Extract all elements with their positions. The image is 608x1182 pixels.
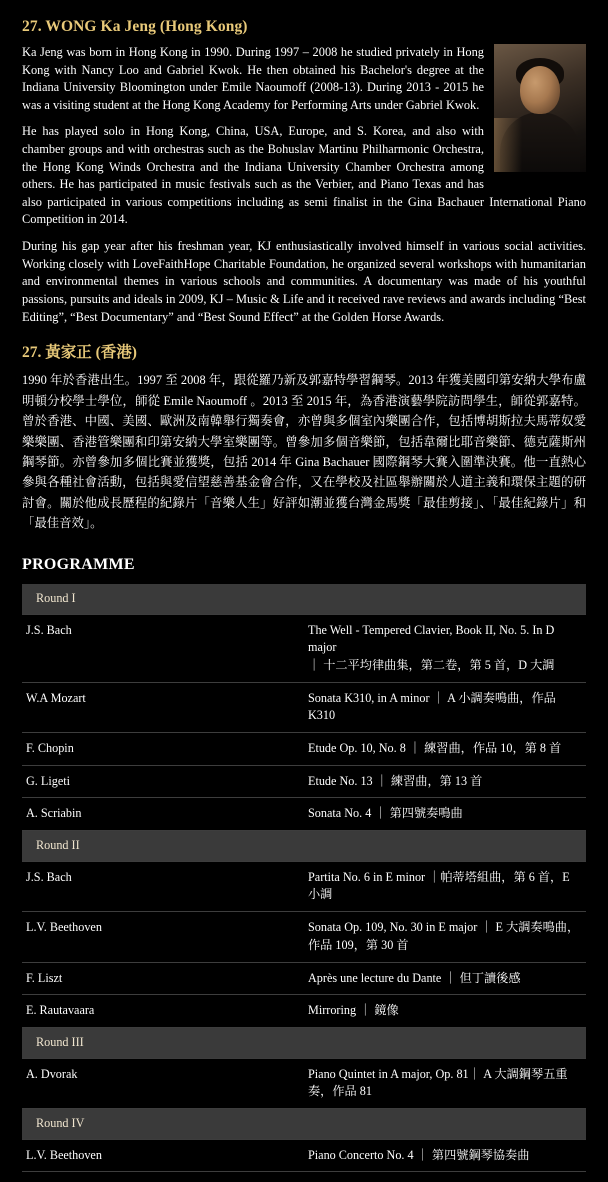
round-label: Round III	[22, 1027, 586, 1058]
table-row	[22, 682, 586, 732]
work-cell	[304, 614, 586, 682]
round-header-row	[22, 1027, 586, 1058]
composer-cell: F. Liszt	[22, 962, 304, 995]
portrait-rim-light	[494, 118, 522, 172]
work-cell: Sonata Op. 109, No. 30 in E major ｜ E 大調奏鳴曲，作品 109，第 30 首	[304, 912, 586, 962]
table-row	[22, 962, 586, 995]
work-cell: Piano Quintet in A major, Op. 81｜ A 大調鋼琴五重奏，作品 81	[304, 1058, 586, 1108]
table-row	[22, 733, 586, 766]
round-label: Round II	[22, 831, 586, 862]
work-cell: Piano Concerto No. 4 ｜ 第四號鋼琴協奏曲	[304, 1139, 586, 1172]
work-title-line1: The Well - Tempered Clavier, Book II, No. 5. In D major	[308, 622, 555, 655]
work-title-line2: ｜ 十二平均律曲集，第二卷，第 5 首，D 大調	[308, 657, 555, 672]
work-cell: Après une lecture du Dante ｜ 但丁讀後感	[304, 962, 586, 995]
round-label: Round I	[22, 584, 586, 614]
table-row	[22, 614, 586, 682]
page-title-chinese: 27. 黃家正 (香港)	[22, 344, 137, 362]
round-header-row	[22, 1108, 586, 1139]
work-cell: Partita No. 6 in E minor ｜帕蒂塔組曲，第 6 首，E 小調	[304, 861, 586, 911]
composer-cell: F. Chopin	[22, 733, 304, 766]
round-header-row	[22, 584, 586, 614]
table-row	[22, 861, 586, 911]
bio-paragraph-2: He has played solo in Hong Kong, China, USA, Europe, and S. Korea, and also with chamber groups and with orchestras such as the Bohuslav Martinu Philharmonic Orchestra, the Hong Kong Winds Orchestra and the Indiana University Chamber Orchestra among others. He has participated in music festivals such as the Verbier, and Piano Texas and has also participated in various competitions including as semi finalist in the Gina Bachauer International Piano Competition in 2014.	[22, 124, 586, 227]
work-cell: Mirroring ｜ 鏡像	[304, 995, 586, 1028]
programme-table	[22, 584, 586, 1172]
composer-cell: L.V. Beethoven	[22, 912, 304, 962]
composer-cell: J.S. Bach	[22, 861, 304, 911]
bio-paragraph-3: During his gap year after his freshman year, KJ enthusiastically involved himself in various social activities. Working closely with LoveFaithHope Charitable Foundation, he organized several workshops with humanitarian and environmental themes in various schools and communities. A documentary was made of his youthful passions, pursuits and ideals in 2009, KJ – Music & Life and it received rave reviews and awards including “Best Editing”, “Best Documentary” and “Best Sound Effect” at the Golden Horse Awards.	[22, 239, 586, 324]
bio-paragraph-chinese: 1990 年於香港出生。1997 至 2008 年，跟從羅乃新及郭嘉特學習鋼琴。2013 年獲美國印第安納大學布盧明頓分校學士學位，師從 Emile Naoumoff 。2013 至 2015 年，為香港演藝學院訪問學生，師從郭嘉特。曾於香港、中國、美國、歐洲及南韓舉行獨奏會，亦曾與多個室內樂團合作，包括博胡斯拉夫馬蒂奴愛樂樂團、香港管樂團和印第安納大學室樂團等。曾參加多個音樂節，包括韋爾比耶音樂節、德克薩斯州鋼琴節。亦曾參加多個比賽並獲獎，包括 2014 年 Gina Bachauer 國際鋼琴大賽入圍準決賽。他一直熱心參與各種社會活動，包括與愛信望慈善基金會合作，又在學校及社區舉辦關於人道主義和環保主題的研討會。關於他成長歷程的紀錄片「音樂人生」好評如潮並獲台灣金馬獎「最佳剪接」、「最佳紀錄片」和「最佳音效」。	[22, 373, 586, 531]
composer-cell: A. Scriabin	[22, 798, 304, 831]
work-cell: Sonata No. 4 ｜ 第四號奏鳴曲	[304, 798, 586, 831]
composer-cell: J.S. Bach	[22, 614, 304, 682]
work-cell: Sonata K310, in A minor ｜ A 小調奏鳴曲，作品 K310	[304, 682, 586, 732]
composer-cell: W.A Mozart	[22, 682, 304, 732]
composer-cell: G. Ligeti	[22, 765, 304, 798]
programme-heading: PROGRAMME	[22, 555, 135, 573]
composer-cell: L.V. Beethoven	[22, 1139, 304, 1172]
table-row	[22, 1058, 586, 1108]
page-title: 27. WONG Ka Jeng (Hong Kong)	[22, 18, 248, 35]
portrait-face	[520, 66, 560, 114]
table-row	[22, 912, 586, 962]
contestant-portrait	[494, 44, 586, 172]
round-label: Round IV	[22, 1108, 586, 1139]
work-cell: Etude Op. 10, No. 8 ｜ 練習曲，作品 10，第 8 首	[304, 733, 586, 766]
composer-cell: E. Rautavaara	[22, 995, 304, 1028]
table-row	[22, 995, 586, 1028]
table-row	[22, 1139, 586, 1172]
work-cell: Etude No. 13 ｜ 練習曲，第 13 首	[304, 765, 586, 798]
composer-cell: A. Dvorak	[22, 1058, 304, 1108]
bio-paragraph-1: Ka Jeng was born in Hong Kong in 1990. During 1997 – 2008 he studied privately in Hong Kong with Nancy Loo and Gabriel Kwok. He then obtained his Bachelor's degree at the Indiana University Bloomington under Emile Naoumoff (2008-13). During 2013 - 2015 he was a visiting student at the Hong Kong Academy for Performing Arts under Gabriel Kwok.	[22, 45, 484, 112]
round-header-row	[22, 831, 586, 862]
table-row	[22, 798, 586, 831]
table-row	[22, 765, 586, 798]
